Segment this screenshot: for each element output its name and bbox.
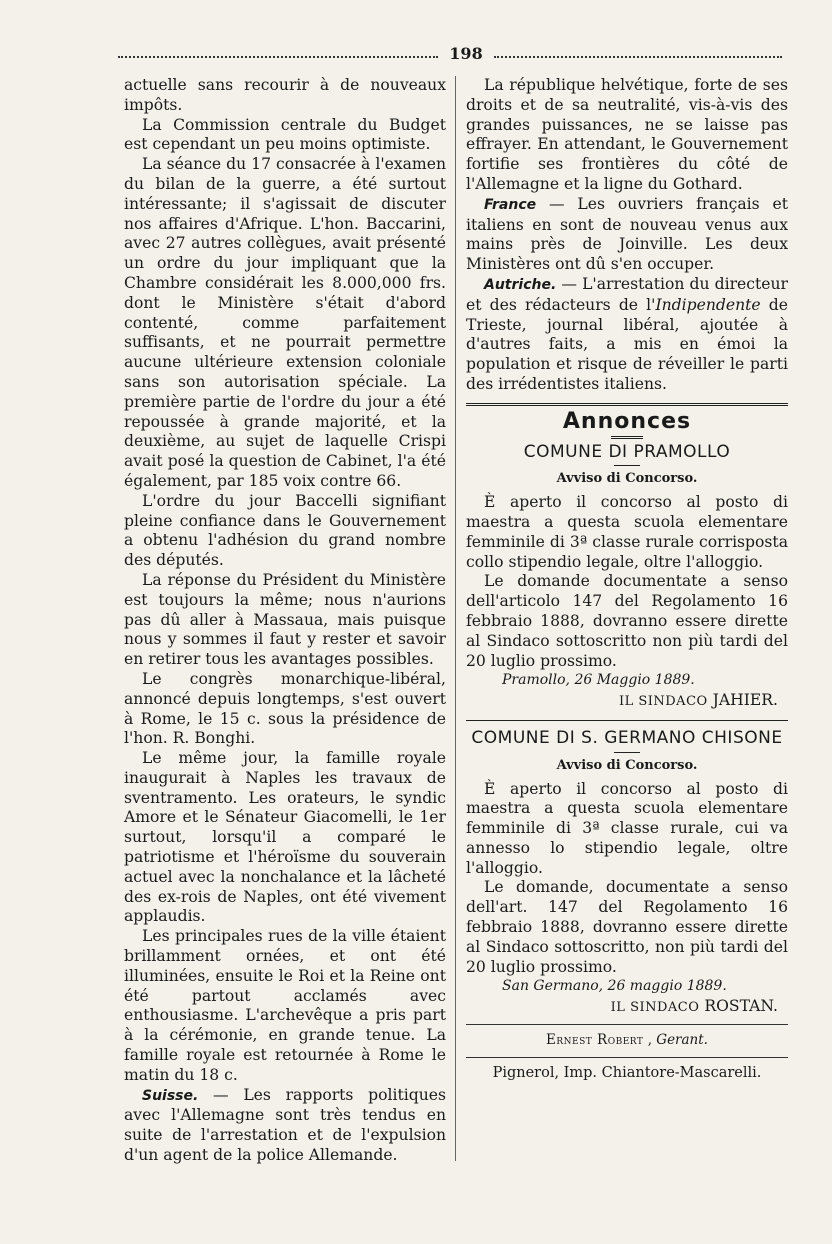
header-ornament-left bbox=[118, 56, 438, 58]
autriche-italic: Indipendente bbox=[655, 295, 761, 314]
ornament-rule bbox=[614, 465, 640, 466]
notice-divider bbox=[466, 720, 788, 721]
notice-1-commune: COMUNE DI PRAMOLLO bbox=[523, 441, 731, 462]
france-lead: France bbox=[484, 196, 537, 213]
notice-1-p1: È aperto il concorso al posto di maestra a questa scuola elementare femminile di 3ª classe rurale corrisposta collo stipendio legale, oltre l'alloggio. bbox=[466, 493, 788, 571]
notice-2-p1: È aperto il concorso al posto di maestra a questa scuola elementare femminile di 3ª classe rurale, cui va annesso lo stipendio legale, oltre l'alloggio. bbox=[466, 779, 788, 877]
left-column bbox=[124, 76, 446, 1166]
paragraph: Les principales rues de la ville étaient brillamment ornées, et ont été illuminées, ensuite le Roi et la Reine ont été partout acclamés avec enthousiasme. L'archevêque a pris part à la cérémonie, en grande tenue. La famille royale est retournée à Rome le matin du 18 c. bbox=[124, 927, 446, 1084]
paragraph: Le même jour, la famille royale inaugurait à Naples les travaux de sventramento. Les orateurs, le syndic Amore et le Sénateur Giacomelli, le 1er surtout, lorsqu'il a comparé le patriotisme et l'héroïsme du souverain actuel avec la nonchalance et la lâcheté des ex-rois de Naples, ont été vivement applaudis. bbox=[124, 749, 446, 926]
autriche-text-2: de Trieste, journal libéral, ajoutée à d'autres faits, a mis en émoi la population et risque de réveiller le parti des irrédentistes italiens. bbox=[466, 295, 788, 393]
notice-2-avviso: Avviso di Concorso. bbox=[556, 757, 698, 773]
notice-1-p2: Le domande documentate a senso dell'articolo 147 del Regolamento 16 febbraio 1888, dovranno essere dirette al Sindaco sottoscritto non più tardi del 20 luglio prossimo. bbox=[466, 572, 788, 670]
notice-2-sign-title: IL SINDACO bbox=[610, 1000, 700, 1016]
france-text: — Les ouvriers français et italiens en sont de nouveau venus aux mains près de Joinville. Les deux Ministères ont dû s'en occuper. bbox=[466, 194, 788, 274]
right-column bbox=[466, 76, 788, 1084]
paragraph: L'ordre du jour Baccelli signifiant pleine confiance dans le Gouvernement a obtenu l'adhésion du grand nombre des députés. bbox=[124, 491, 446, 570]
page-header bbox=[118, 44, 782, 68]
notice-1-sign-title: IL SINDACO bbox=[618, 694, 708, 710]
notice-1-date: Pramollo, 26 Maggio 1889. bbox=[502, 672, 695, 689]
paragraph: La réponse du Président du Ministère est toujours la même; nous n'aurions pas dû aller à Massaua, mais puisque nous y sommes il faut y rester et savoir en retirer tous les avantages possibles. bbox=[124, 570, 446, 669]
page-number: 198 bbox=[449, 44, 483, 63]
paragraph: La séance du 17 consacrée à l'examen du bilan de la guerre, a été surtout intéressante; il s'agissait de discuter nos affaires d'Afrique. L'hon. Baccarini, avec 27 autres collègues, avait présenté un ordre du jour impliquant que la Chambre considérait les 8.000,000 frs. dont le Ministère s'était d'abord contenté, comme parfaitement suffisants, et ne pourrait permettre aucune ultérieure extension coloniale sans son autorisation spéciale. La première partie de l'ordre du jour a été repoussée à grande majorité, et la deuxième, au sujet de laquelle Crispi avait posé la question de Cabinet, l'a été également, par 185 voix contre 66. bbox=[124, 155, 446, 490]
gerant-separator: , bbox=[643, 1032, 657, 1049]
footer-divider bbox=[466, 1057, 788, 1058]
gerant-line bbox=[466, 1031, 788, 1051]
ornament-rule bbox=[614, 752, 640, 753]
gerant-role: Gerant. bbox=[656, 1032, 708, 1049]
notice-2-p2: Le domande, documentate a senso dell'art. 147 del Regolamento 16 febbraio 1888, dovranno essere dirette al Sindaco sottoscritto, non più tardi del 20 luglio prossimo. bbox=[466, 878, 788, 976]
gerant-name: Ernest Robert bbox=[546, 1032, 644, 1049]
notice-2-date: San Germano, 26 maggio 1889. bbox=[502, 978, 727, 995]
annonces-heading: Annonces bbox=[562, 408, 692, 434]
header-ornament-right bbox=[494, 56, 782, 58]
notice-1-avviso: Avviso di Concorso. bbox=[556, 471, 698, 487]
suisse-continued: La république helvétique, forte de ses droits et de sa neutralité, vis-à-vis des grandes puissances, ne se laisse pas effrayer. En attendant, le Gouvernement fortifie ses frontières du côté de l'Allemagne et la ligne du Gothard. bbox=[466, 76, 788, 193]
autriche-lead: Autriche. bbox=[484, 276, 557, 293]
suisse-lead: Suisse. bbox=[142, 1087, 199, 1104]
notice-2-commune: COMUNE DI S. GERMANO CHISONE bbox=[471, 727, 783, 748]
suisse-text: — Les rapports politiques avec l'Allemagne sont très tendus en suite de l'arrestation et de l'expulsion d'un agent de la police Allemande. bbox=[124, 1085, 446, 1165]
notice-2-signature bbox=[466, 997, 788, 1018]
ornament-rule bbox=[611, 436, 643, 439]
suisse-paragraph bbox=[124, 1086, 446, 1166]
imprint: Pignerol, Imp. Chiantore-Mascarelli. bbox=[492, 1064, 762, 1081]
footer-divider bbox=[466, 1024, 788, 1025]
notice-1-signature bbox=[466, 691, 788, 712]
notice-1-sign-name: JAHIER. bbox=[712, 691, 778, 710]
paragraph: La Commission centrale du Budget est cependant un peu moins optimiste. bbox=[124, 115, 446, 154]
paragraph: Le congrès monarchique-libéral, annoncé depuis longtemps, s'est ouvert à Rome, le 15 c. sous la présidence de l'hon. R. Bonghi. bbox=[124, 669, 446, 748]
autriche-paragraph bbox=[466, 275, 788, 395]
france-paragraph bbox=[466, 195, 788, 275]
column-divider bbox=[455, 76, 456, 1161]
section-divider bbox=[466, 403, 788, 406]
notice-2-sign-name: ROSTAN. bbox=[704, 997, 778, 1016]
paragraph: actuelle sans recourir à de nouveaux impôts. bbox=[124, 76, 446, 114]
autriche-text-1: — L'arrestation du directeur et des rédacteurs de l' bbox=[466, 274, 788, 314]
